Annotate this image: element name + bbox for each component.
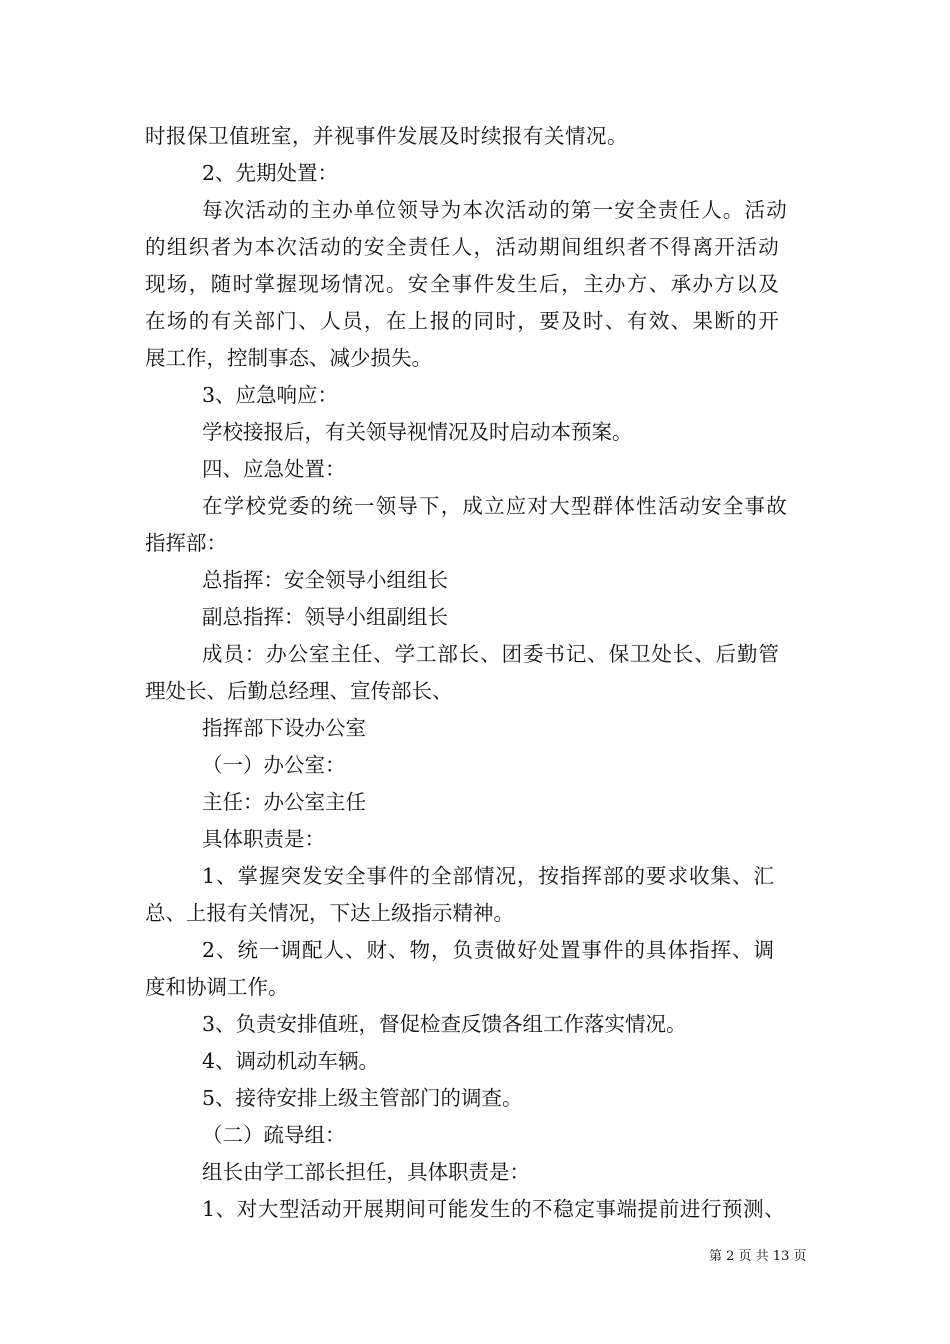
paragraph-line: 4、调动机动车辆。: [202, 1049, 380, 1073]
paragraph-line: 总、上报有关情况，下达上级指示精神。: [145, 901, 514, 925]
paragraph-line: 组长由学工部长担任，具体职责是：: [202, 1160, 530, 1184]
paragraph-line: 时报保卫值班室，并视事件发展及时续报有关情况。: [145, 124, 628, 148]
paragraph-line: 度和协调工作。: [145, 975, 289, 999]
paragraph-line: 1、对大型活动开展期间可能发生的不稳定事端提前进行预测、: [202, 1197, 786, 1221]
paragraph-line: 3、负责安排值班，督促检查反馈各组工作落实情况。: [202, 1012, 687, 1036]
paragraph-line: 指挥部：: [145, 531, 227, 555]
section-heading: （二）疏导组：: [202, 1123, 346, 1147]
paragraph-line: 每次活动的主办单位领导为本次活动的第一安全责任人。活动: [202, 198, 788, 222]
paragraph-line: 展工作，控制事态、减少损失。: [145, 346, 432, 370]
section-heading: （一）办公室：: [202, 753, 346, 777]
paragraph-line: 副总指挥：领导小组副组长: [202, 605, 448, 629]
section-heading: 2、先期处置：: [202, 161, 339, 185]
paragraph-line: 学校接报后，有关领导视情况及时启动本预案。: [202, 420, 633, 444]
paragraph-line: 理处长、后勤总经理、宣传部长、: [145, 679, 453, 703]
paragraph-line: 成员：办公室主任、学工部长、团委书记、保卫处长、后勤管: [202, 642, 780, 666]
paragraph-line: 2、统一调配人、财、物，负责做好处置事件的具体指挥、调: [202, 938, 776, 962]
paragraph-line: 1、掌握突发安全事件的全部情况，按指挥部的要求收集、汇: [202, 864, 776, 888]
paragraph-line: 在场的有关部门、人员，在上报的同时，要及时、有效、果断的开: [145, 309, 781, 333]
paragraph-line: 主任：办公室主任: [202, 790, 366, 814]
section-heading: 3、应急响应：: [202, 383, 339, 407]
paragraph-line: 具体职责是：: [202, 827, 325, 851]
paragraph-line: 总指挥：安全领导小组组长: [202, 568, 448, 592]
paragraph-line: 的组织者为本次活动的安全责任人，活动期间组织者不得离开活动: [145, 235, 781, 259]
paragraph-line: 5、接待安排上级主管部门的调查。: [202, 1086, 523, 1110]
paragraph-line: 在学校党委的统一领导下，成立应对大型群体性活动安全事故: [202, 494, 788, 518]
paragraph-line: 指挥部下设办公室: [202, 716, 366, 740]
page-number: 第 2 页 共 13 页: [709, 1249, 807, 1264]
section-heading: 四、应急处置：: [202, 457, 346, 481]
paragraph-line: 现场，随时掌握现场情况。安全事件发生后，主办方、承办方以及: [145, 272, 781, 296]
